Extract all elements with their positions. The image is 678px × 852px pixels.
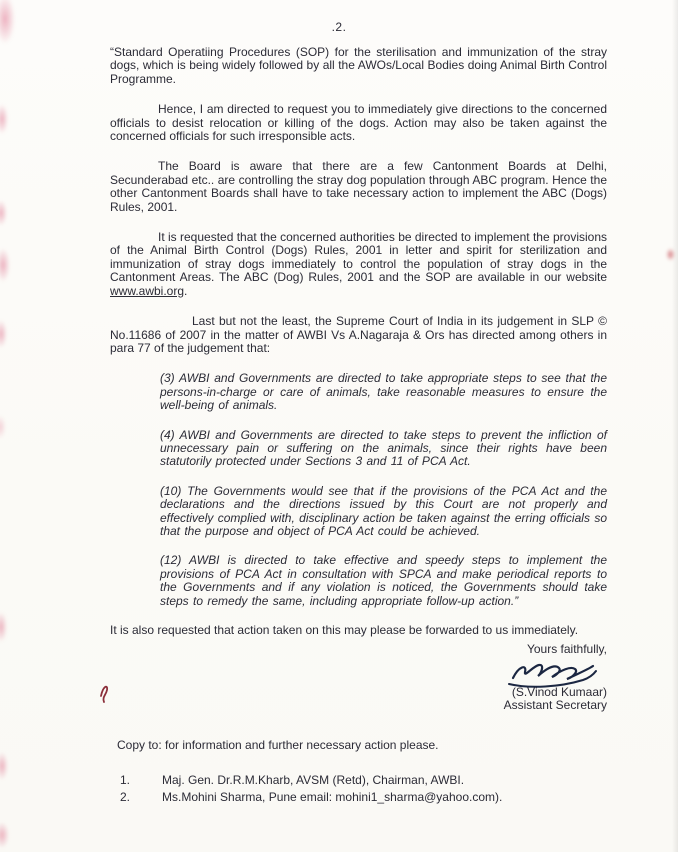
paragraph-supreme-court: Last but not the least, the Supreme Court of India in its judgement in SLP © No.11686 of 2007 in the matter of AWBI Vs A.Nagaraja & Ors has directed among others in para 77 of the judgement that: [110, 314, 607, 355]
awbi-website-link: www.awbi.org [110, 283, 185, 298]
signatory-name: (S.Vinod Kumaar) [511, 684, 607, 699]
paragraph-requested-period: . [184, 283, 188, 298]
cc-text: Maj. Gen. Dr.R.M.Kharb, AVSM (Retd), Chairman, AWBI. [162, 773, 465, 788]
cc-item [120, 774, 607, 787]
judgement-quote-4: (4) AWBI and Governments are directed to take steps to prevent the infliction of unnecessary pain or suffering on the animals, since their rights have been statutorily protected under Sections 3 and 11 of PCA Act. [160, 427, 607, 469]
judgement-quote-12: (12) AWBI is directed to take effective and speedy steps to implement the provisions of PCA Act in consultation with SPCA and make periodical reports to the Governments and if any violation is noticed, the Governments should take steps to remedy the same, including appropriate follow-up action.” [160, 553, 607, 608]
signature-block [110, 643, 607, 712]
paragraph-requested [110, 231, 607, 298]
cc-item [120, 791, 607, 804]
cc-list [110, 774, 607, 805]
paragraph-board: The Board is aware that there are a few Cantonment Boards at Delhi, Secunderabad etc.. are controlling the stray dog population through ABC program. Hence the other Cantonment Boards shall have to take necessary action to implement the ABC (Dogs) Rules, 2001. [110, 159, 607, 214]
copy-to-line: Copy to: for information and further necessary action please. [117, 737, 439, 752]
valediction: Yours faithfully, [526, 642, 607, 657]
paragraph-hence: Hence, I am directed to request you to immediately give directions to the concerned officials to desist relocation or killing of the dogs. Action may also be taken against the concerned officials for such irresponsible acts. [110, 102, 607, 144]
signatory-title: Assistant Secretary [503, 698, 607, 713]
page-number: .2. [331, 20, 347, 34]
paragraph-sop: “Standard Operatiing Procedures (SOP) for the sterilisation and immunization of the stray dogs, which is being widely followed by all the AWOs/Local Bodies doing Animal Birth Control Programme. [110, 45, 607, 86]
cc-number: 2. [120, 790, 131, 805]
scan-smudge [0, 822, 9, 848]
paragraph-closing: It is also requested that action taken on this may please be forwarded to us immediately. [110, 623, 579, 637]
judgement-quote-10: (10) The Governments would see that if the provisions of the PCA Act and the declarations and the directions issued by this Court are not properly and effectively complied with, disciplinary action be taken against the erring officials so that the purpose and object of PCA Act could be achieved. [160, 483, 607, 538]
judgement-quote-3: (3) AWBI and Governments are directed to take appropriate steps to see that the persons-in-charge or care of animals, take reasonable measures to ensure the well-being of animals. [160, 371, 607, 413]
cc-text: Ms.Mohini Sharma, Pune email: mohini1_sharma@yahoo.com). [162, 790, 503, 805]
cc-number: 1. [120, 773, 131, 788]
paragraph-requested-text: It is requested that the concerned authorities be directed to implement the provisions of the Animal Birth Control (Dogs) Rules, 2001 in letter and spirit for sterilization and immunization of stray dogs immediately to control the population of stray dogs in the Cantonment Areas. The ABC (Dog) Rules, 2001 and the SOP are available in our website [110, 230, 607, 285]
